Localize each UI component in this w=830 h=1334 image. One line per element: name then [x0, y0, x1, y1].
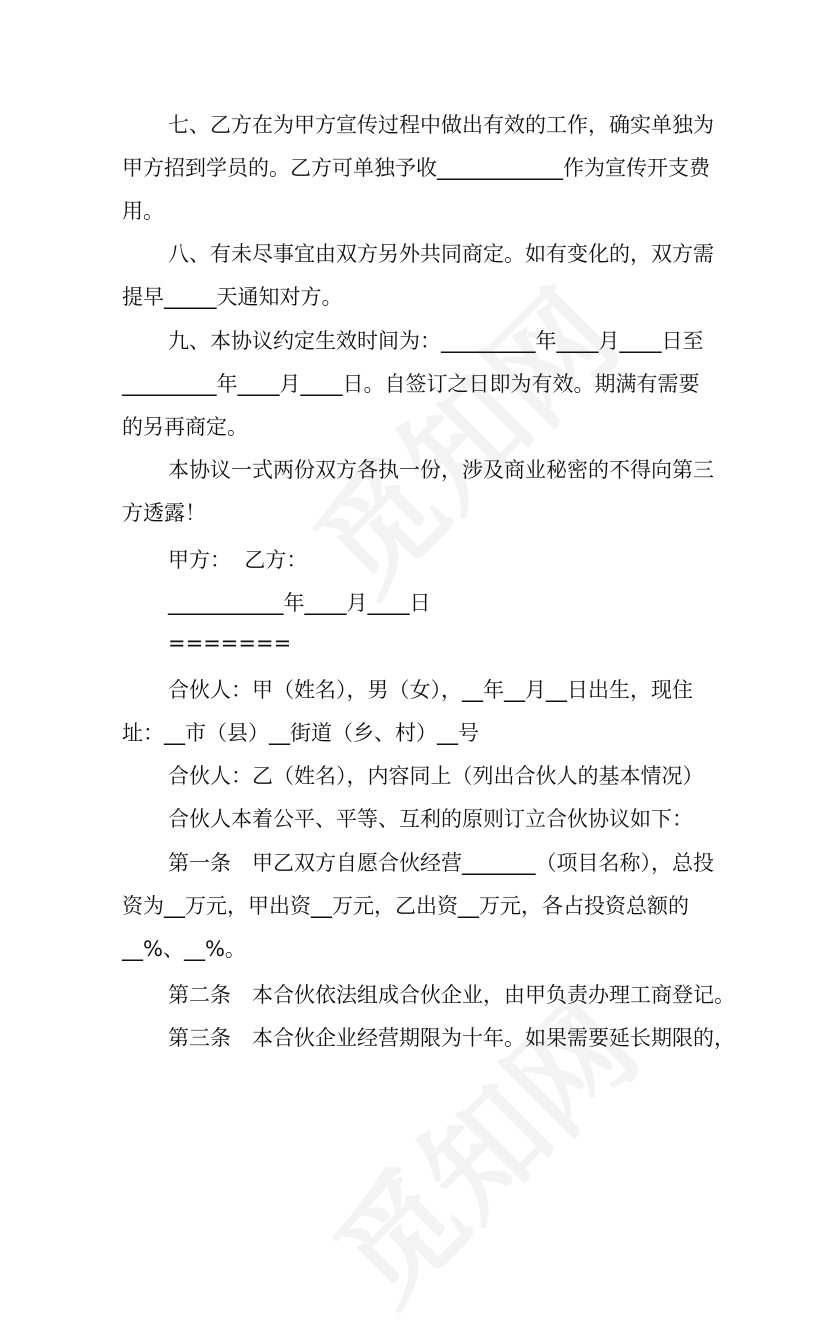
paragraph-line: 七、乙方在为甲方宣传过程中做出有效的工作，确实单独为 — [168, 113, 714, 137]
article-line: 第三条 本合伙企业经营期限为十年。如果需要延长期限的， — [168, 1026, 735, 1050]
paragraph-line: 址：__市（县）__街道（乡、村）__号 — [122, 721, 479, 745]
paragraph-line: 九、本协议约定生效时间为：_________年____月____日至 — [168, 329, 704, 353]
paragraph-line: 本协议一式两份双方各执一份，涉及商业秘密的不得向第三 — [168, 458, 714, 482]
paragraph-line: _________年____月____日。自签订之日即为有效。期满有需要 — [122, 372, 700, 396]
paragraph-line: 甲方招到学员的。乙方可单独予收____________作为宣传开支费 — [122, 156, 710, 180]
section-divider: ======= — [168, 631, 292, 655]
watermark — [292, 958, 668, 1334]
article-line: __%、__%。 — [122, 937, 246, 961]
paragraph-line: 八、有未尽事宜由双方另外共同商定。如有变化的，双方需 — [168, 242, 714, 266]
article-line: 资为__万元，甲出资__万元，乙出资__万元，各占投资总额的 — [122, 894, 689, 918]
signature-parties: 甲方： 乙方： — [168, 548, 308, 572]
paragraph-line: 合伙人：乙（姓名），内容同上（列出合伙人的基本情况） — [168, 764, 704, 788]
signature-date: ___________年____月____日 — [168, 591, 431, 615]
paragraph-line: 合伙人本着公平、平等、互利的原则订立合伙协议如下： — [168, 807, 693, 831]
paragraph-line: 合伙人：甲（姓名），男（女），__年__月__日出生，现住 — [168, 678, 693, 702]
paragraph-line: 方透露！ — [122, 501, 206, 525]
paragraph-line: 的另再商定。 — [122, 415, 248, 439]
article-line: 第一条 甲乙双方自愿合伙经营_______（项目名称），总投 — [168, 851, 714, 875]
paragraph-line: 用。 — [122, 199, 164, 223]
paragraph-line: 提早_____天通知对方。 — [122, 285, 343, 309]
article-line: 第二条 本合伙依法组成合伙企业，由甲负责办理工商登记。 — [168, 983, 735, 1007]
